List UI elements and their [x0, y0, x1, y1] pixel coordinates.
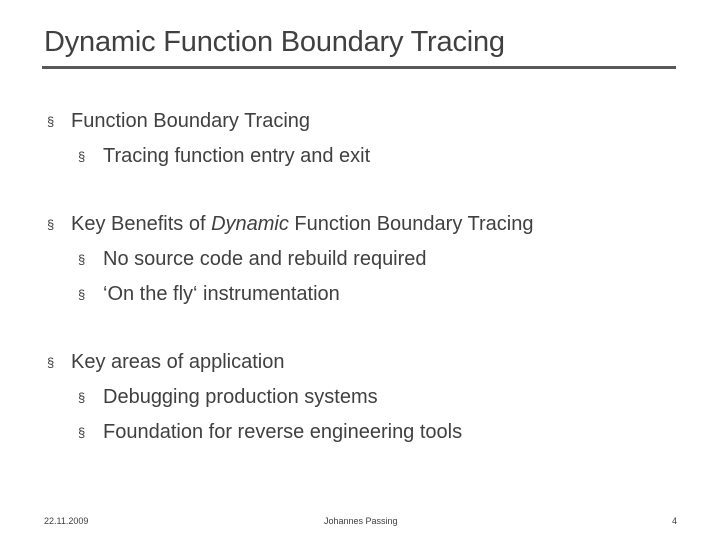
bullet-text: Tracing function entry and exit [103, 145, 371, 167]
title-underline [42, 66, 676, 69]
bullet-group [46, 104, 686, 174]
bullet-text: Foundation for reverse engineering tools [103, 421, 463, 443]
bullet-marker-icon: § [47, 355, 55, 370]
footer-date: 22.11.2009 [44, 516, 89, 526]
bullet-item-level2 [46, 277, 686, 312]
bullet-item-level1 [46, 207, 686, 242]
bullet-marker-icon: § [47, 114, 55, 129]
footer-author: Johannes Passing [324, 516, 398, 526]
bullet-text: Function Boundary Tracing [71, 110, 311, 132]
bullet-text: ‘On the fly‘ instrumentation [103, 283, 340, 305]
bullet-marker-icon: § [78, 425, 86, 440]
bullet-text-emphasis: Dynamic [211, 213, 289, 235]
slide-title: Dynamic Function Boundary Tracing [44, 26, 505, 58]
bullet-text: No source code and rebuild required [103, 248, 427, 270]
page-number: 4 [672, 516, 678, 526]
bullet-item-level2 [46, 380, 686, 415]
bullet-text: Key areas of application [71, 351, 285, 373]
bullet-marker-icon: § [47, 217, 55, 232]
bullet-item-level2 [46, 139, 686, 174]
bullet-group [46, 345, 686, 450]
bullet-marker-icon: § [78, 287, 86, 302]
bullet-marker-icon: § [78, 390, 86, 405]
bullet-item-level2 [46, 242, 686, 277]
bullet-item-level1 [46, 104, 686, 139]
bullet-text-suffix: Function Boundary Tracing [288, 213, 534, 235]
bullet-group [46, 207, 686, 312]
bullet-item-level2 [46, 415, 686, 450]
bullet-item-level1 [46, 345, 686, 380]
bullet-marker-icon: § [78, 252, 86, 267]
bullet-list [46, 104, 686, 483]
bullet-marker-icon: § [78, 149, 86, 164]
bullet-text-prefix: Key Benefits of [71, 213, 212, 235]
bullet-text: Debugging production systems [103, 386, 378, 408]
